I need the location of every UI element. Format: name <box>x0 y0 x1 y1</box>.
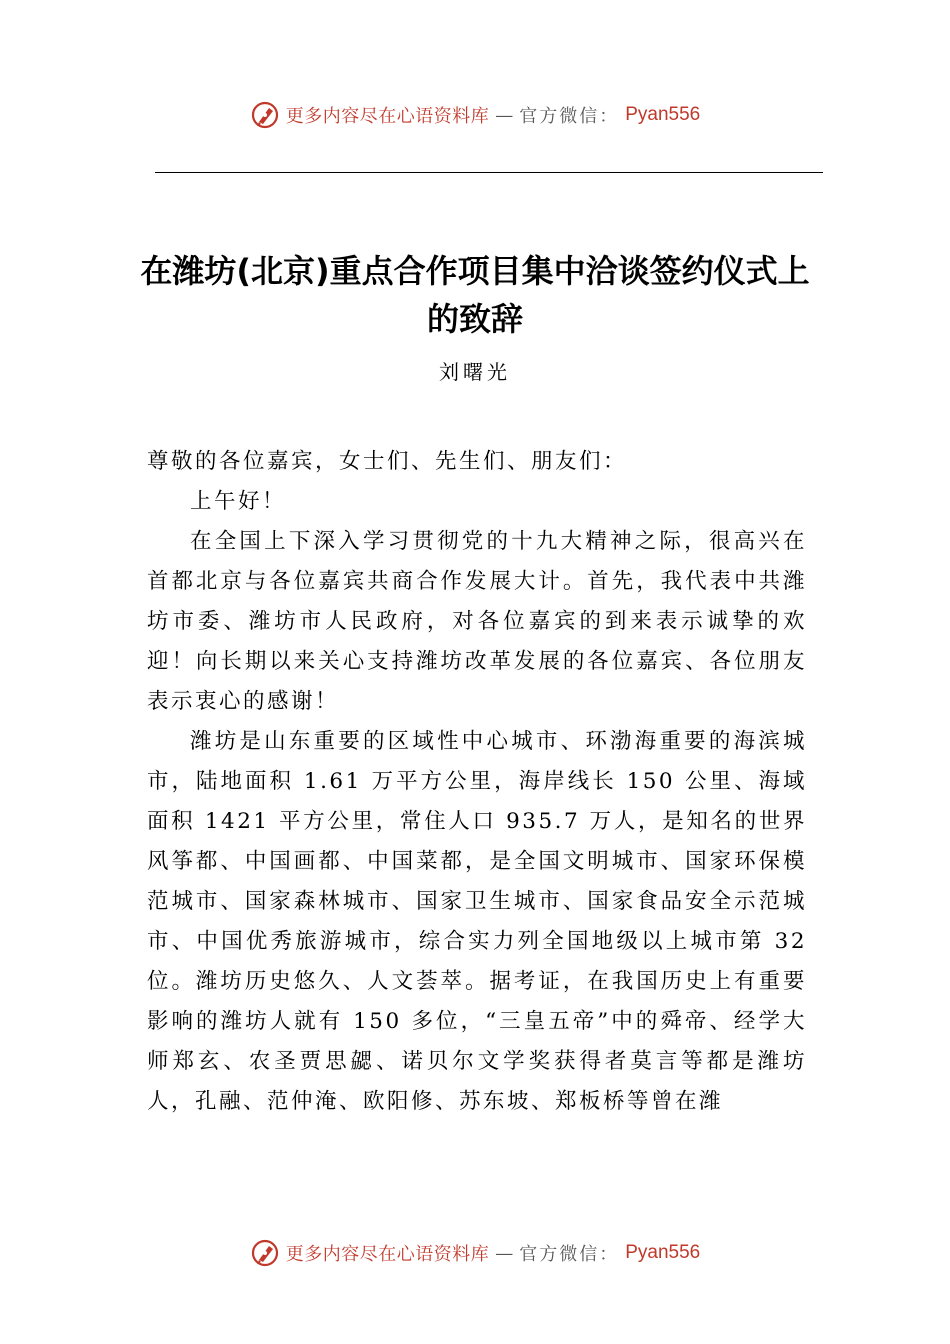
banner-promo-text: 更多内容尽在心语资料库 <box>285 1244 490 1265</box>
banner-wechat-label: 官方微信： <box>519 1244 620 1265</box>
body-paragraph: 在全国上下深入学习贯彻党的十九大精神之际，很高兴在首都北京与各位嘉宾共商合作发展大计。首先，我代表中共潍坊市委、潍坊市人民政府，对各位嘉宾的到来表示诚挚的欢迎！向长期以来关心支持潍坊改革发展的各位嘉宾、各位朋友表示衷心的感谢！ <box>147 529 807 714</box>
banner-wechat-id: Pyan556 <box>625 104 701 125</box>
pen-nib-logo-icon <box>250 1238 280 1268</box>
header-divider <box>155 172 823 173</box>
banner-wechat-id: Pyan556 <box>625 1242 701 1263</box>
header-banner <box>0 95 950 135</box>
banner-wechat-label: 官方微信： <box>519 106 620 127</box>
document-author: 刘曙光 <box>439 360 511 384</box>
pen-nib-logo-icon <box>250 100 280 130</box>
salutation: 尊敬的各位嘉宾，女士们、先生们、朋友们： <box>147 449 628 474</box>
banner-separator: — <box>495 1242 514 1264</box>
document-body <box>147 442 807 1122</box>
banner-separator: — <box>495 104 514 126</box>
body-paragraph: 潍坊是山东重要的区域性中心城市、环渤海重要的海滨城市，陆地面积 1.61 万平方公里，海岸线长 150 公里、海域面积 1421 平方公里，常住人口 935.7 万人，是知名的世界风筝都、中国画都、中国菜都，是全国文明城市、国家环保模范城市、国家森林城市、国家卫生城市、国家食品安全示范城市、中国优秀旅游城市，综合实力列全国地级以上城市第 32 位。潍坊历史悠久、人文荟萃。据考证，在我国历史上有重要影响的潍坊人就有 150 多位，“三皇五帝”中的舜帝、经学大师郑玄、农圣贾思勰、诺贝尔文学奖获得者莫言等都是潍坊人，孔融、范仲淹、欧阳修、苏东坡、郑板桥等曾在潍 <box>147 729 807 1114</box>
document-title: 在潍坊(北京)重点合作项目集中洽谈签约仪式上的致辞 <box>140 252 810 338</box>
banner-promo-text: 更多内容尽在心语资料库 <box>285 106 490 127</box>
greeting: 上午好！ <box>190 489 287 514</box>
footer-banner <box>0 1233 950 1273</box>
